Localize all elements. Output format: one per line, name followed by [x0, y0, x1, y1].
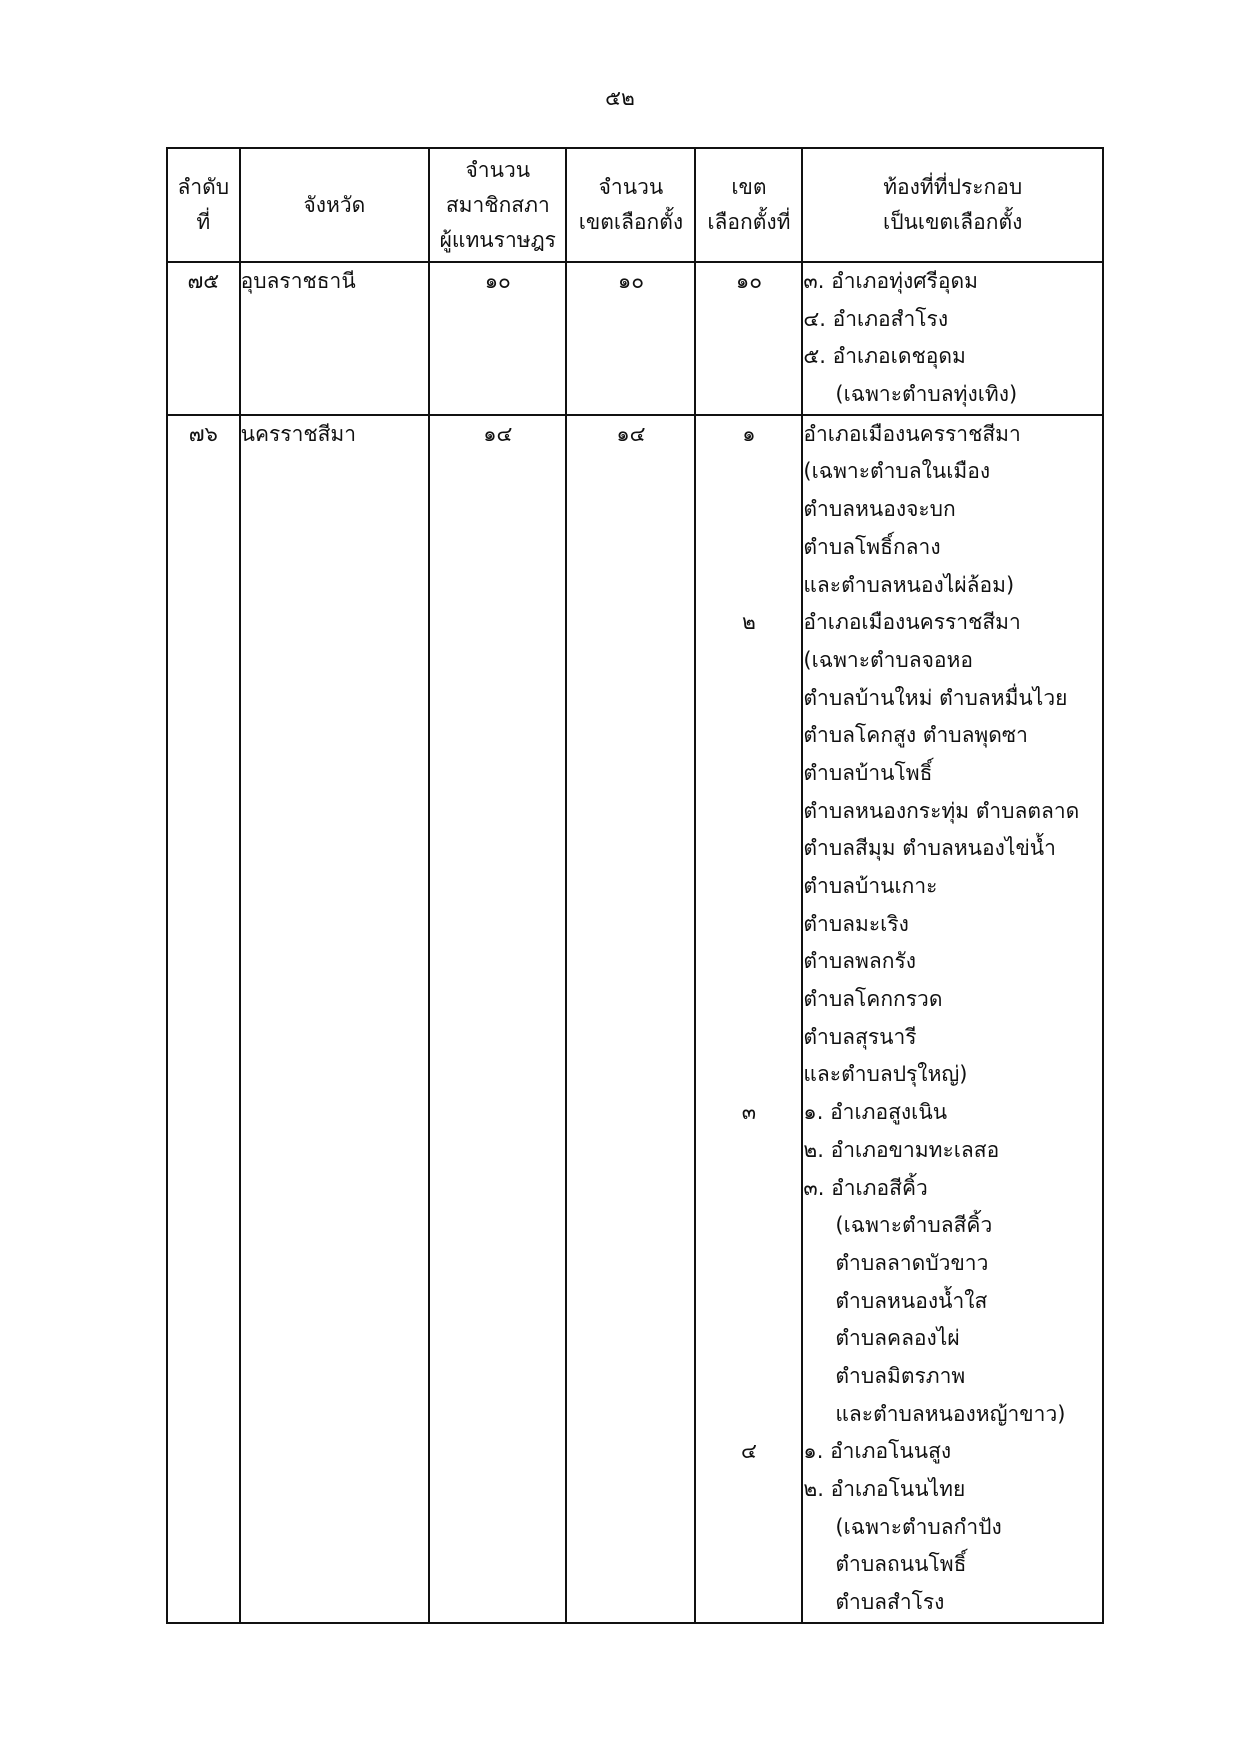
- area-line: ๕. อำเภอเดชอุดม: [803, 344, 966, 369]
- district-number: [696, 1396, 801, 1434]
- area-line: (เฉพาะตำบลกำปัง: [835, 1514, 1002, 1539]
- area-line: ๑. อำเภอโนนสูง: [803, 1439, 952, 1464]
- district-number: [696, 906, 801, 944]
- province-name: อุบลราชธานี: [240, 269, 356, 293]
- area-line: ตำบลถนนโพธิ์: [835, 1552, 967, 1577]
- area-line: และตำบลปรุใหญ่): [803, 1062, 968, 1087]
- area-line: ตำบลโคกสูง ตำบลพุดซา: [803, 723, 1028, 748]
- cell-province: [240, 262, 430, 415]
- header-province: จังหวัด: [240, 148, 430, 262]
- area-line: ตำบลมิตรภาพ: [835, 1363, 966, 1388]
- area-line: และตำบลหนองไผ่ล้อม): [803, 572, 1015, 597]
- district-number: [696, 943, 801, 981]
- area-line: ตำบลคลองไผ่: [835, 1326, 960, 1351]
- cell-province: [240, 415, 430, 1623]
- district-number: [696, 1170, 801, 1208]
- area-line: ตำบลบ้านโพธิ์: [803, 760, 933, 785]
- area-line: ตำบลโคกกรวด: [803, 987, 943, 1012]
- header-district-no: เขต เลือกตั้งที่: [695, 148, 802, 262]
- area-line: อำเภอเมืองนครราชสีมา: [803, 421, 1021, 446]
- area-line: ตำบลหนองน้ำใส: [835, 1288, 988, 1313]
- district-number: [696, 338, 801, 376]
- row-number: ๗๕: [187, 269, 220, 293]
- area-line: ๓. อำเภอทุ่งศรีอุดม: [803, 269, 978, 293]
- district-number: [696, 793, 801, 831]
- district-number: [696, 717, 801, 755]
- member-count: ๑๐: [484, 269, 511, 293]
- area-line: ตำบลสำโรง: [835, 1590, 945, 1615]
- district-number: [696, 1283, 801, 1321]
- district-number: [696, 981, 801, 1019]
- header-no: ลำดับ ที่: [167, 148, 240, 262]
- area-line: (เฉพาะตำบลในเมือง: [803, 459, 991, 484]
- district-number: [696, 453, 801, 491]
- cell-no: [167, 262, 240, 415]
- district-number: [696, 301, 801, 339]
- area-line: (เฉพาะตำบลจอหอ: [803, 647, 973, 672]
- table-header-row: [167, 148, 1103, 262]
- district-number: [696, 680, 801, 718]
- district-number: [696, 376, 801, 414]
- cell-district-no: [695, 262, 802, 415]
- area-line: ๑. อำเภอสูงเนิน: [803, 1100, 948, 1125]
- district-number: [696, 642, 801, 680]
- cell-area: [802, 262, 1103, 415]
- area-line: ตำบลโพธิ์กลาง: [803, 534, 941, 559]
- area-line: ตำบลพลกรัง: [803, 949, 916, 974]
- district-number: [696, 1207, 801, 1245]
- area-line: ตำบลลาดบัวขาว: [835, 1250, 989, 1275]
- district-number: [696, 1245, 801, 1283]
- district-number: [696, 1056, 801, 1094]
- cell-districts: [566, 415, 695, 1623]
- district-number: [696, 1546, 801, 1584]
- area-line: ๓. อำเภอสีคิ้ว: [803, 1175, 928, 1200]
- district-number: ๒: [742, 610, 756, 635]
- province-name: นครราชสีมา: [240, 421, 357, 446]
- cell-area: [802, 415, 1103, 1623]
- area-line: ๒. อำเภอขามทะเลสอ: [803, 1137, 1000, 1162]
- district-number: [696, 567, 801, 605]
- row-number: ๗๖: [188, 421, 218, 446]
- area-line: ตำบลบ้านเกาะ: [803, 874, 938, 898]
- area-line: ๔. อำเภอสำโรง: [803, 306, 949, 331]
- member-count: ๑๔: [483, 421, 513, 446]
- district-number: [696, 1320, 801, 1358]
- area-line: ตำบลมะเริง: [803, 911, 909, 936]
- district-number: [696, 1019, 801, 1057]
- table-row: [167, 415, 1103, 1623]
- area-line: อำเภอเมืองนครราชสีมา: [803, 610, 1021, 635]
- district-number: ๓: [741, 1100, 757, 1125]
- area-line: (เฉพาะตำบลสีคิ้ว: [835, 1213, 993, 1238]
- cell-districts: [566, 262, 695, 415]
- area-line: ตำบลบ้านใหม่ ตำบลหมื่นไวย: [803, 685, 1068, 710]
- cell-no: [167, 415, 240, 1623]
- district-number: [696, 529, 801, 567]
- district-number: [696, 491, 801, 529]
- area-line: ตำบลหนองจะบก: [803, 497, 956, 522]
- header-districts: จำนวน เขตเลือกตั้ง: [566, 148, 695, 262]
- district-number: ๔: [740, 1439, 757, 1464]
- area-line: ตำบลหนองกระทุ่ม ตำบลตลาด: [803, 798, 1080, 823]
- district-number: [696, 830, 801, 868]
- district-number: [696, 1471, 801, 1509]
- district-number: ๑: [742, 421, 756, 446]
- district-count: ๑๐: [617, 269, 645, 293]
- area-line: ตำบลสีมุม ตำบลหนองไข่น้ำ: [803, 836, 1056, 861]
- district-number: [696, 868, 801, 906]
- page-number: ๕๒: [605, 86, 635, 110]
- cell-members: [429, 415, 566, 1623]
- table-row: [167, 262, 1103, 415]
- cell-members: [429, 262, 566, 415]
- district-number: [696, 1132, 801, 1170]
- area-line: และตำบลหนองหญ้าขาว): [835, 1401, 1066, 1426]
- header-members: จำนวน สมาชิกสภา ผู้แทนราษฎร: [429, 148, 566, 262]
- district-number: [696, 755, 801, 793]
- district-number: ๑๐: [735, 269, 763, 293]
- area-line: ตำบลสุรนารี: [803, 1024, 917, 1049]
- district-count: ๑๔: [616, 421, 646, 446]
- cell-district-no: [695, 415, 802, 1623]
- district-number: [696, 1358, 801, 1396]
- district-number: [696, 1509, 801, 1547]
- area-line: ๒. อำเภอโนนไทย: [803, 1477, 966, 1501]
- area-line: (เฉพาะตำบลทุ่งเทิง): [835, 382, 1018, 407]
- header-area: ท้องที่ที่ประกอบ เป็นเขตเลือกตั้ง: [802, 148, 1103, 262]
- electoral-district-table: [166, 147, 1104, 1624]
- district-number: [696, 1584, 801, 1622]
